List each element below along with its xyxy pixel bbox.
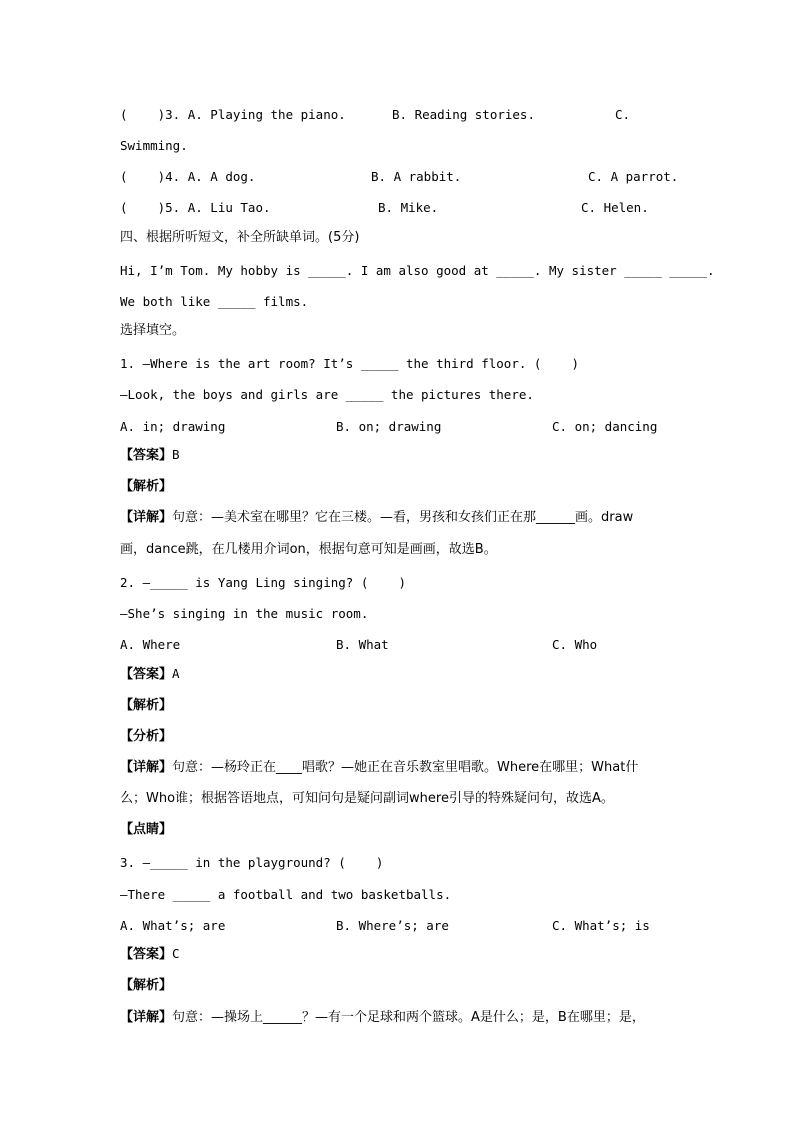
listening-q5-option-c: C. Helen. [581, 200, 649, 215]
q1-analysis-label: 【解析】 [120, 479, 173, 494]
q3-option-b: B. Where’s; are [336, 918, 449, 933]
q2-option-c: C. Who [552, 637, 598, 652]
listening-q4-option-c: C. A parrot. [588, 169, 679, 184]
q1-detail-line2: 画，dance跳，在几楼用介词on，根据句意可知是画画，故选B。 [120, 542, 497, 557]
q3-answer-label: 【答案】 [120, 947, 173, 962]
listening-q4-stem: ( )4. A. A dog. [120, 169, 256, 184]
section4-line1: Hi, I’m Tom. My hobby is _____. I am also good at _____. My sister _____ _____. [120, 263, 715, 278]
q2-detail-line2: 么；Who谁；根据答语地点，可知问句是疑问副词where引导的特殊疑问句，故选A。 [120, 791, 614, 806]
section5-heading: 选择填空。 [120, 323, 186, 338]
q2-option-a: A. Where [120, 637, 181, 652]
q3-option-a: A. What’s; are [120, 918, 226, 933]
q1-stem: 1. —Where is the art room? It’s _____ the third floor. ( ) [120, 356, 580, 371]
listening-q5-stem: ( )5. A. Liu Tao. [120, 200, 271, 215]
listening-q5-option-b: B. Mike. [378, 200, 439, 215]
q1-reply: —Look, the boys and girls are _____ the pictures there. [120, 387, 534, 402]
listening-q3-option-b: B. Reading stories. [392, 107, 535, 122]
listening-q3-wrap: Swimming. [120, 138, 188, 153]
q1-option-a: A. in; drawing [120, 419, 226, 434]
q3-stem: 3. —_____ in the playground? ( ) [120, 855, 384, 870]
q2-reply: —She’s singing in the music room. [120, 606, 369, 621]
q2-option-b: B. What [336, 637, 389, 652]
q3-option-c: C. What’s; is [552, 918, 650, 933]
q2-detail-line1: 句意：—杨玲正在____唱歌？—她正在音乐教室里唱歌。Where在哪里；What什 [172, 760, 639, 775]
listening-q3-stem: ( )3. A. Playing the piano. [120, 107, 346, 122]
q2-detail-label: 【详解】 [120, 760, 173, 775]
listening-q4-option-b: B. A rabbit. [371, 169, 462, 184]
q1-option-b: B. on; drawing [336, 419, 442, 434]
q3-reply: —There _____ a football and two basketballs. [120, 887, 452, 902]
listening-q3-option-c: C. [615, 107, 631, 122]
q2-analysis-label: 【解析】 [120, 698, 173, 713]
q2-answer-label: 【答案】 [120, 667, 173, 682]
q2-dianjing-label: 【点睛】 [120, 822, 173, 837]
q1-answer: B [172, 447, 180, 462]
q2-answer: A [172, 666, 180, 681]
q1-option-c: C. on; dancing [552, 419, 658, 434]
section4-line2: We both like _____ films. [120, 294, 309, 309]
q3-detail-line1: 句意：—操场上______？—有一个足球和两个篮球。A是什么；是，B在哪里；是， [172, 1010, 645, 1025]
q3-detail-label: 【详解】 [120, 1010, 173, 1025]
q2-stem: 2. —_____ is Yang Ling singing? ( ) [120, 575, 406, 590]
q1-answer-label: 【答案】 [120, 448, 173, 463]
q2-fenxi-label: 【分析】 [120, 729, 173, 744]
q3-analysis-label: 【解析】 [120, 978, 173, 993]
q1-detail-line1: 句意：—美术室在哪里？它在三楼。—看，男孩和女孩们正在那______画。draw [172, 510, 634, 525]
q3-answer: C [172, 946, 180, 961]
section4-heading: 四、根据所听短文，补全所缺单词。(5分) [120, 230, 360, 245]
q1-detail-label: 【详解】 [120, 510, 173, 525]
